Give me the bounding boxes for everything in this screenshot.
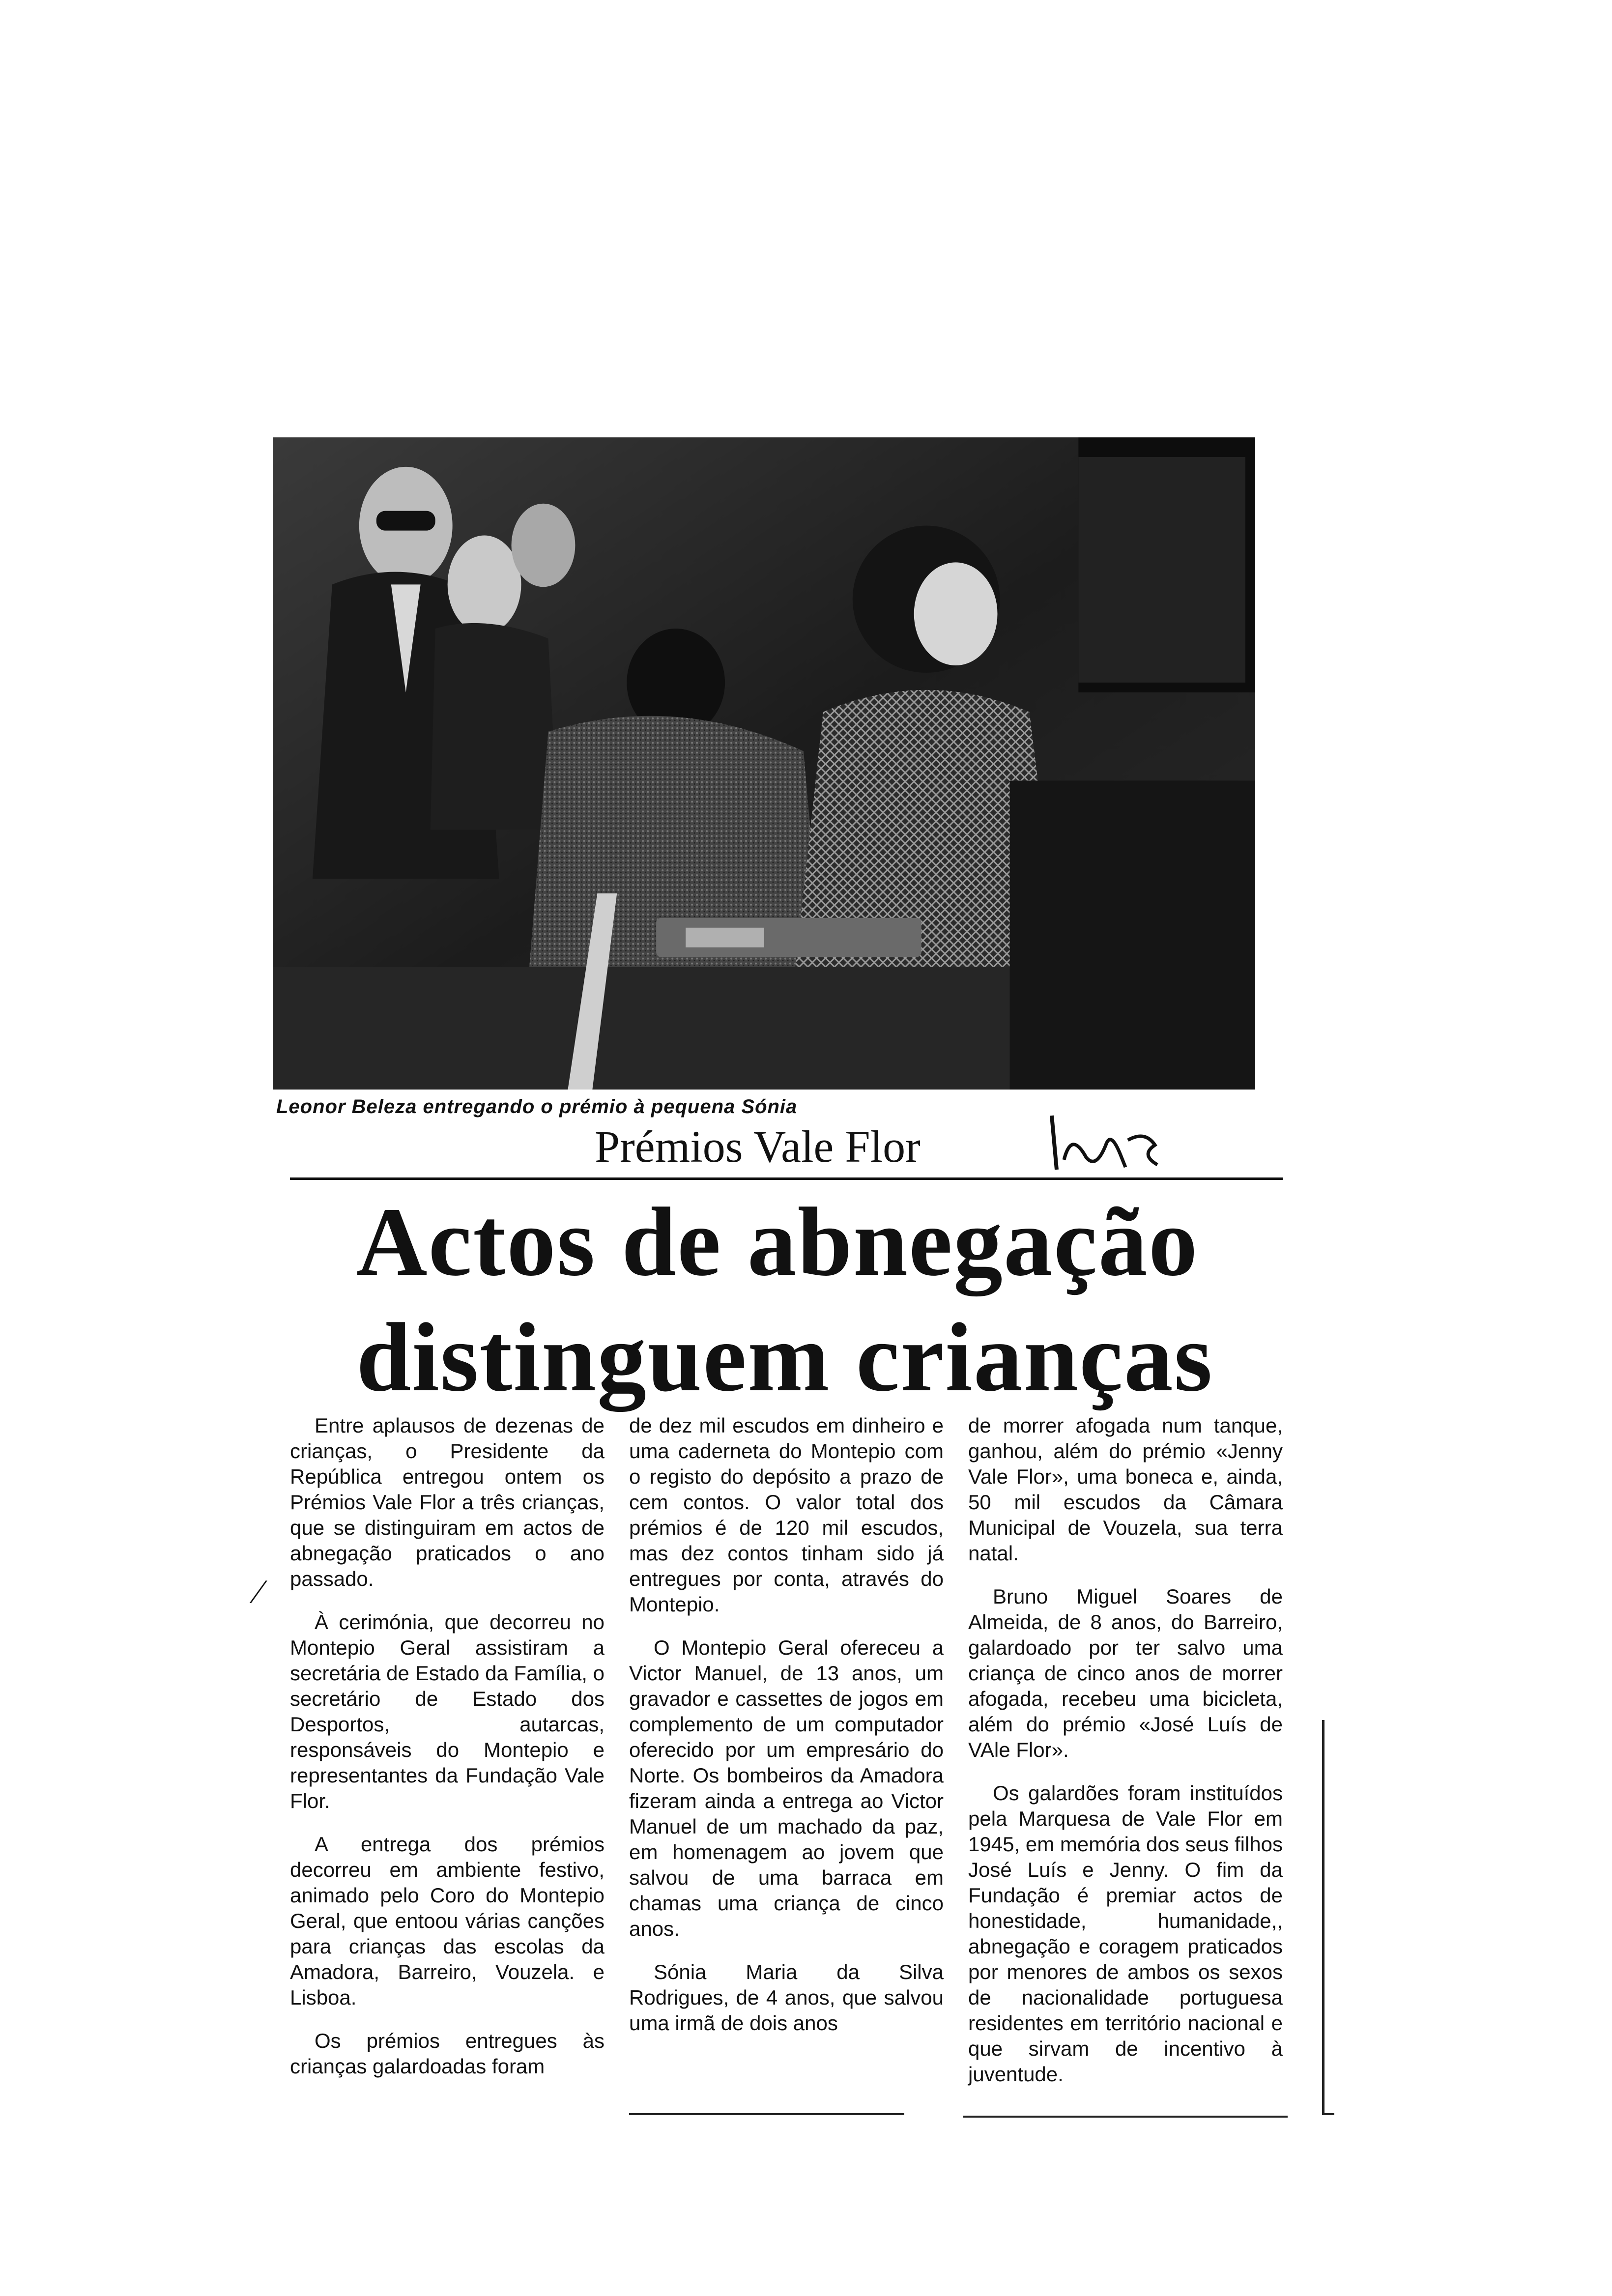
col3-paragraph-2: Bruno Miguel Soares de Almeida, de 8 anos, do Barreiro, galardoado por ter salvo uma criança de cinco anos de morrer afogada, recebeu uma bicicleta, além do prémio «José Luís de VAle Flor». — [968, 1585, 1283, 1761]
col1-paragraph-1: Entre aplausos de dezenas de crianças, o Presidente da República entregou ontem os Prémios Vale Flor a três crianças, que se distinguiram em actos de abnegação praticados o ano passado. — [290, 1414, 604, 1590]
col2-paragraph-3: Sónia Maria da Silva Rodrigues, de 4 anos, que salvou uma irmã de dois anos — [629, 1960, 944, 2035]
article-column-3 — [968, 1413, 1283, 2087]
column-bottom-rule-2 — [629, 2113, 904, 2115]
column-bottom-rule-3 — [963, 2116, 1288, 2118]
photo-illustration — [273, 437, 1255, 1090]
right-margin-foot — [1322, 2113, 1334, 2115]
section-kicker: Prémios Vale Flor — [595, 1121, 921, 1172]
col1-paragraph-2: À cerimónia, que decorreu no Montepio Geral assistiram a secretária de Estado da Família, o secretário de Estado dos Desportos, autarcas, responsáveis do Montepio e representantes da Fundação Vale Flor. — [290, 1610, 604, 1812]
col2-paragraph-1: de dez mil escudos em dinheiro e uma caderneta do Montepio com o registo do depósito a prazo de cem contos. O valor total dos prémios é de 120 mil escudos, mas dez contos tinham sido já entregues por conta, através do Montepio. — [629, 1414, 944, 1616]
col1-paragraph-4: Os prémios entregues às crianças galardoadas foram — [290, 2029, 604, 2078]
margin-tick-mark: ⁄ — [256, 1573, 261, 1611]
headline — [344, 1184, 1278, 1415]
news-photo — [273, 437, 1255, 1090]
col3-paragraph-1: de morrer afogada num tanque, ganhou, além do prémio «Jenny Vale Flor», uma boneca e, ainda, 50 mil escudos da Câmara Municipal de Vouzela, sua terra natal. — [968, 1414, 1283, 1565]
headline-line-2: distinguem crianças — [356, 1303, 1213, 1412]
article-column-2 — [629, 1413, 944, 2036]
headline-line-1: Actos de abnegação — [356, 1188, 1199, 1296]
col1-paragraph-3: A entrega dos prémios decorreu em ambiente festivo, animado pelo Coro do Montepio Geral, que entoou várias canções para crianças das escolas da Amadora, Barreiro, Vouzela. e Lisboa. — [290, 1833, 604, 2009]
col3-paragraph-3: Os galardões foram instituídos pela Marquesa de Vale Flor em 1945, em memória dos seus filhos José Luís e Jenny. O fim da Fundação é premiar actos de honestidade, humanidade,, abnegação e coragem praticados por menores de ambos os sexos de nacionalidade portuguesa residentes em território nacional e que sirvam de incentivo à juventude. — [968, 1781, 1283, 2086]
right-margin-bar — [1322, 1720, 1324, 2113]
col2-paragraph-2: O Montepio Geral ofereceu a Victor Manuel, de 13 anos, um gravador e cassettes de jogos em complemento de um computador oferecido por um empresário do Norte. Os bombeiros da Amadora fizeram ainda a entrega ao Victor Manuel de um machado da paz, em homenagem ao jovem que salvou de uma barraca em chamas uma criança de cinco anos. — [629, 1636, 944, 1940]
photo-caption: Leonor Beleza entregando o prémio à pequena Sónia — [276, 1096, 798, 1118]
kicker-rule — [290, 1177, 1283, 1180]
handwritten-signature — [1042, 1111, 1170, 1175]
article-column-1 — [290, 1413, 604, 2079]
